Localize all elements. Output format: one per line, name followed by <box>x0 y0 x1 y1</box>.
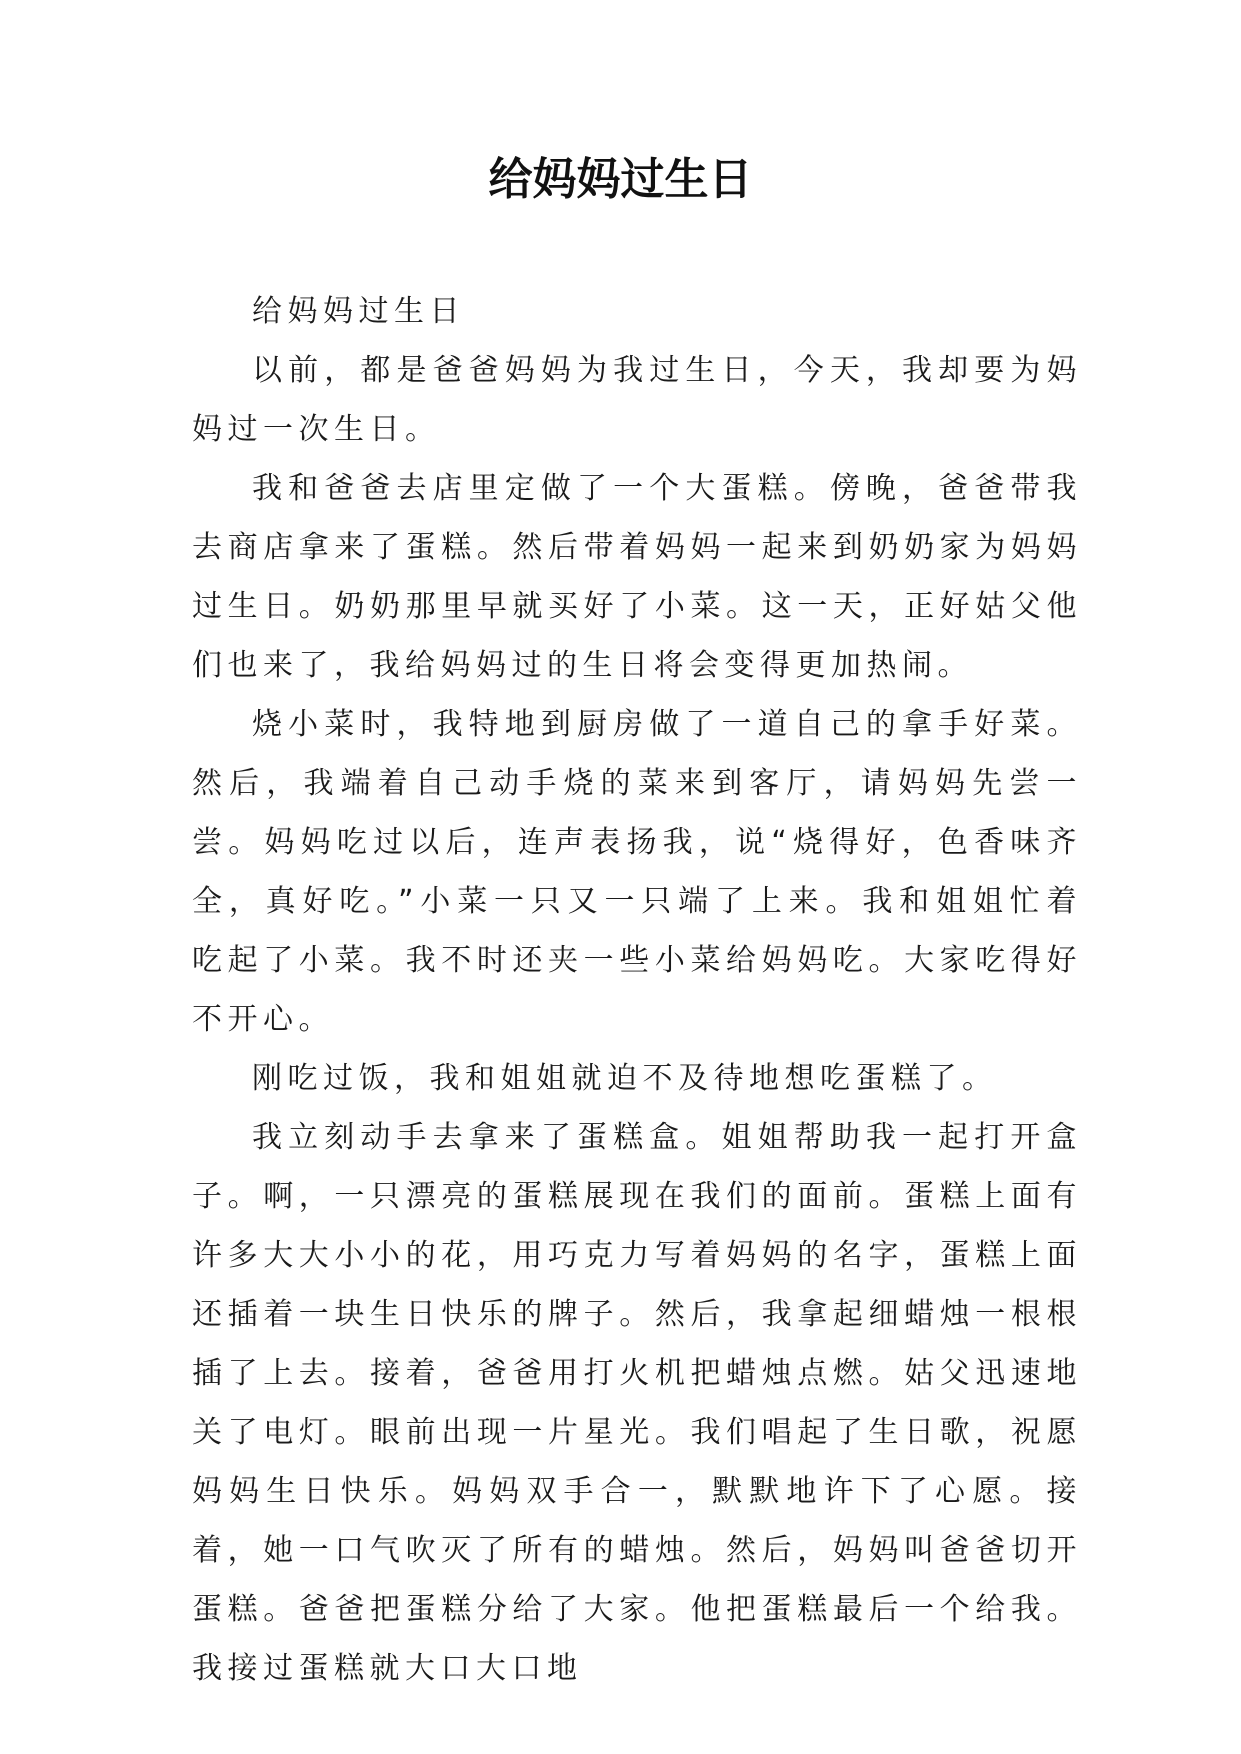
paragraph: 烧小菜时，我特地到厨房做了一道自己的拿手好菜。然后，我端着自己动手烧的菜来到客厅，请妈妈先尝一尝。妈妈吃过以后，连声表扬我，说“烧得好，色香味齐全，真好吃。”小菜一只又一只端了上来。我和姐姐忙着吃起了小菜。我不时还夹一些小菜给妈妈吃。大家吃得好不开心。 <box>192 707 1082 1037</box>
paragraph: 以前，都是爸爸妈妈为我过生日，今天，我却要为妈妈过一次生日。 <box>192 353 1082 447</box>
document-title: 给妈妈过生日 <box>488 154 753 205</box>
document-body <box>192 282 1082 1698</box>
paragraph-subtitle: 给妈妈过生日 <box>252 294 465 329</box>
paragraph: 我立刻动手去拿来了蛋糕盒。姐姐帮助我一起打开盒子。啊，一只漂亮的蛋糕展现在我们的面前。蛋糕上面有许多大大小小的花，用巧克力写着妈妈的名字，蛋糕上面还插着一块生日快乐的牌子。然后，我拿起细蜡烛一根根插了上去。接着，爸爸用打火机把蜡烛点燃。姑父迅速地关了电灯。眼前出现一片星光。我们唱起了生日歌，祝愿妈妈生日快乐。妈妈双手合一，默默地许下了心愿。接着，她一口气吹灭了所有的蜡烛。然后，妈妈叫爸爸切开蛋糕。爸爸把蛋糕分给了大家。他把蛋糕最后一个给我。我接过蛋糕就大口大口地 <box>192 1120 1082 1686</box>
paragraph: 我和爸爸去店里定做了一个大蛋糕。傍晚，爸爸带我去商店拿来了蛋糕。然后带着妈妈一起来到奶奶家为妈妈过生日。奶奶那里早就买好了小菜。这一天，正好姑父他们也来了，我给妈妈过的生日将会变得更加热闹。 <box>192 471 1082 683</box>
paragraph: 刚吃过饭，我和姐姐就迫不及待地想吃蛋糕了。 <box>252 1061 998 1096</box>
